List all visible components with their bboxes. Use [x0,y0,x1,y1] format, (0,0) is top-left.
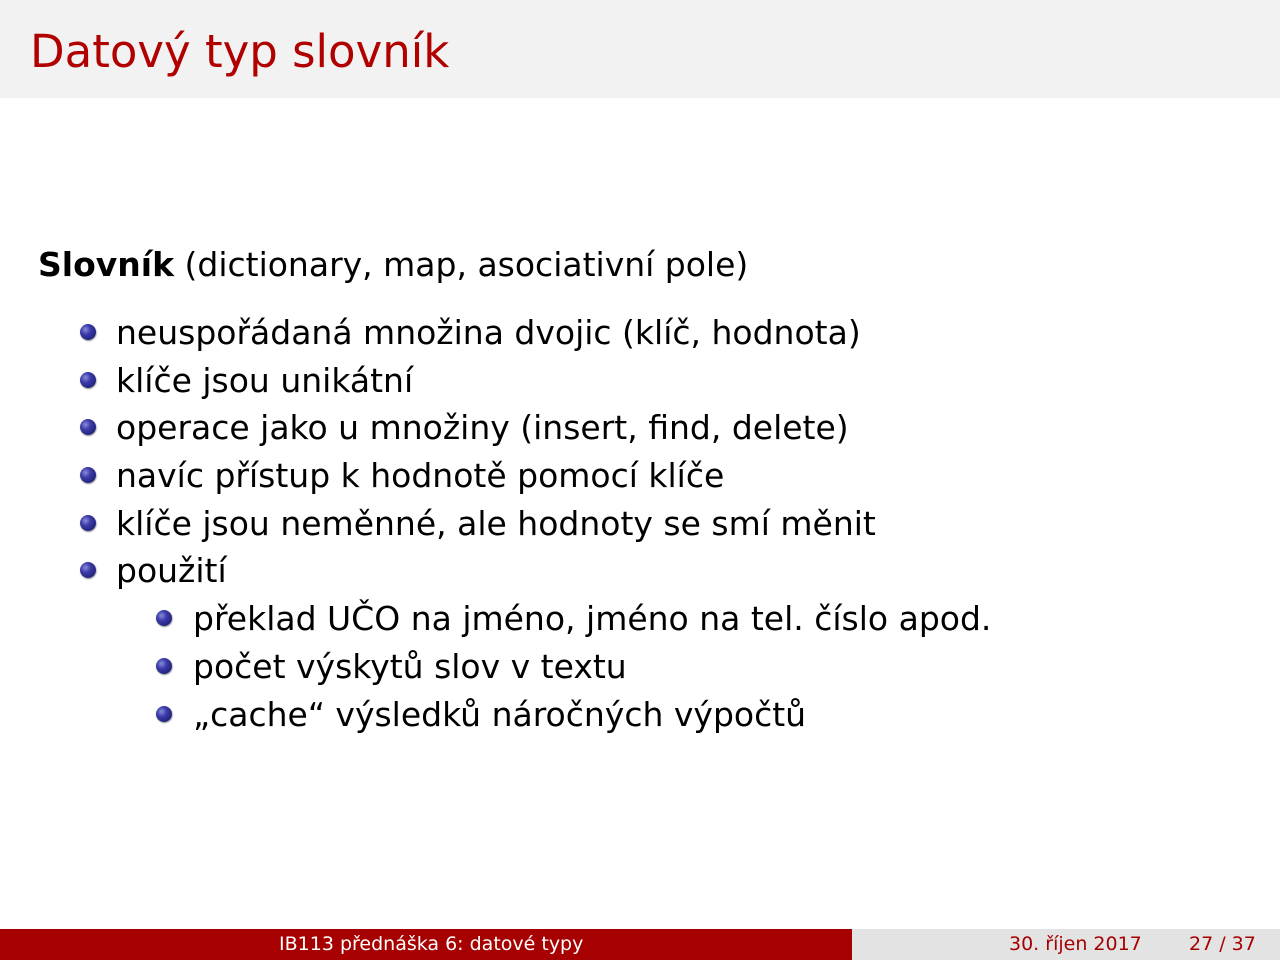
list-item [38,547,991,595]
bullet-icon [80,515,96,531]
sub-list-item-text: „cache“ výsledků náročných výpočtů [193,694,807,734]
intro-term: Slovník [38,245,175,284]
bullet-icon [156,658,172,674]
list-item-text: klíče jsou unikátní [116,360,414,400]
list-item [38,309,991,357]
footer-course-band [0,929,852,960]
sub-list-item [38,691,991,739]
sub-list-item [38,595,991,643]
bullet-icon [80,419,96,435]
footer-info-band [852,929,1280,960]
slide-content [38,241,991,738]
list-item-text: neuspořádaná množina dvojic (klíč, hodnota) [116,313,861,352]
bullet-icon [156,706,172,722]
list-item-text: použití [116,551,227,591]
bullet-icon [80,324,96,340]
bullet-icon [80,372,96,388]
list-item [38,452,991,500]
bullet-icon [80,562,96,578]
footer [0,929,1280,960]
sub-list-item-text: počet výskytů slov v textu [193,646,627,686]
intro-description: (dictionary, map, asociativní pole) [174,245,749,284]
title-bar [0,0,1280,98]
sub-list-item [38,643,991,691]
page-number: 27 / 37 [1189,933,1256,955]
bullet-list [38,309,991,738]
bullet-icon [80,467,96,483]
list-item-text: navíc přístup k hodnotě pomocí klíče [116,456,725,496]
bullet-icon [156,610,172,626]
slide-title: Datový typ slovník [30,25,450,78]
list-item-text: operace jako u množiny (insert, find, delete) [116,408,849,448]
list-item [38,500,991,548]
list-item [38,404,991,452]
intro-line [38,241,991,289]
footer-course: IB113 přednáška 6: datové typy [279,933,584,955]
sub-list-item-text: překlad UČO na jméno, jméno na tel. číslo apod. [193,599,992,639]
list-item [38,357,991,405]
footer-date: 30. říjen 2017 [1009,933,1142,955]
list-item-text: klíče jsou neměnné, ale hodnoty se smí měnit [116,503,876,543]
